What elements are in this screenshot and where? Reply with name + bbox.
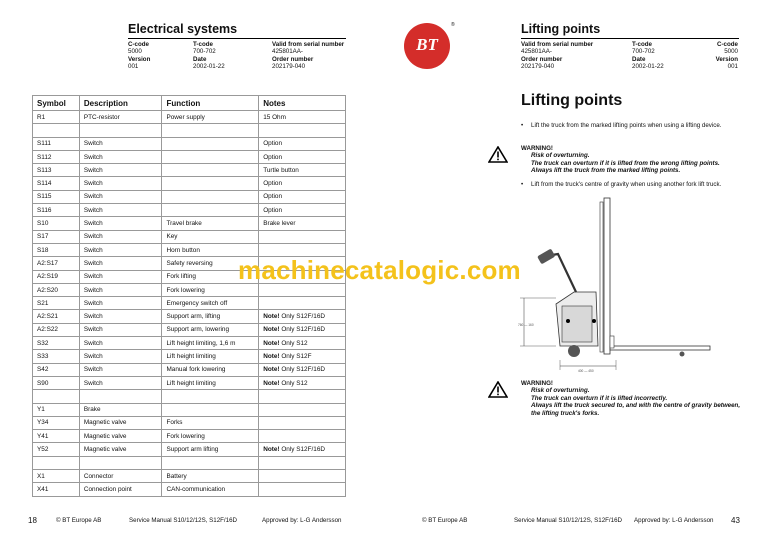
table-cell: Switch [79, 376, 162, 389]
table-cell [259, 483, 346, 496]
table-cell: Switch [79, 204, 162, 217]
table-cell [259, 124, 346, 137]
table-cell [259, 470, 346, 483]
table-cell: Switch [79, 283, 162, 296]
table-row [33, 443, 346, 456]
registered-mark: ® [451, 22, 455, 28]
table-cell [259, 297, 346, 310]
table-cell: S116 [33, 204, 80, 217]
table-cell: Note! Only S12F/16D [259, 323, 346, 336]
table-cell: Switch [79, 297, 162, 310]
warning-box-2: WARNING! Risk of overturning. The truck can overturn if it is lifted incorrectly. Always lift the truck secured to, and with the centre of gravity between, the lifting truck's forks. [521, 380, 741, 417]
table-cell: Option [259, 150, 346, 163]
right-page-number: 43 [731, 516, 740, 525]
bullet-centre-of-gravity: • Lift from the truck's centre of gravity when using another fork lift truck. [521, 181, 722, 188]
table-cell [259, 430, 346, 443]
right-footer-manual: Service Manual S10/12/12S, S12F/16D [514, 517, 623, 524]
table-cell: Y34 [33, 416, 80, 429]
table-cell: X41 [33, 483, 80, 496]
truck-lifting-figure [516, 196, 716, 376]
table-cell: Switch [79, 270, 162, 283]
table-cell: Note! Only S12 [259, 337, 346, 350]
table-cell: S115 [33, 190, 80, 203]
left-meta-tcode: T-code 700-702 Date 2002-01-22 [193, 41, 225, 71]
table-cell [33, 456, 80, 469]
header-function: Function [162, 96, 259, 111]
table-cell: Option [259, 177, 346, 190]
right-footer-approved: Approved by: L-G Andersson [634, 517, 714, 524]
table-cell [79, 456, 162, 469]
table-cell: Switch [79, 150, 162, 163]
warning-triangle-icon [488, 381, 508, 398]
table-row [33, 483, 346, 496]
figure-dimension-height: 760 — 160 [518, 323, 534, 327]
table-cell: Switch [79, 217, 162, 230]
header-symbol: Symbol [33, 96, 80, 111]
table-cell: Option [259, 190, 346, 203]
table-cell: 15 Ohm [259, 111, 346, 124]
left-footer-approved: Approved by: L-G Andersson [262, 517, 342, 524]
table-row [33, 217, 346, 230]
table-cell: Y1 [33, 403, 80, 416]
warning-triangle-icon [488, 146, 508, 163]
table-cell: Power supply [162, 111, 259, 124]
table-cell: Fork lifting [162, 270, 259, 283]
table-cell: Magnetic valve [79, 416, 162, 429]
table-cell: Fork lowering [162, 430, 259, 443]
table-cell: Magnetic valve [79, 443, 162, 456]
table-row [33, 164, 346, 177]
table-row [33, 337, 346, 350]
right-meta-tcode: T-code 700-702 Date 2002-01-22 [632, 41, 664, 71]
section-heading: Lifting points [521, 92, 623, 109]
table-cell: Y52 [33, 443, 80, 456]
table-cell: A2:S22 [33, 323, 80, 336]
table-cell [162, 390, 259, 403]
table-cell [162, 190, 259, 203]
left-meta-ccode: C-code 5000 Version 001 [128, 41, 151, 71]
table-cell: Support arm, lowering [162, 323, 259, 336]
table-cell [259, 230, 346, 243]
table-cell: R1 [33, 111, 80, 124]
table-row [33, 323, 346, 336]
watermark-text: machinecatalogic.com [238, 255, 521, 285]
table-cell: Option [259, 137, 346, 150]
bt-logo-text: BT [416, 35, 438, 54]
left-meta-serial: Valid from serial number 425801AA- Order number 202179-040 [272, 41, 345, 71]
table-cell: S113 [33, 164, 80, 177]
table-cell: Switch [79, 257, 162, 270]
table-cell: Brake [79, 403, 162, 416]
table-cell [162, 164, 259, 177]
table-cell: Switch [79, 310, 162, 323]
table-cell: Magnetic valve [79, 430, 162, 443]
table-row [33, 403, 346, 416]
table-cell: Safety reversing [162, 257, 259, 270]
table-row [33, 390, 346, 403]
table-cell [79, 124, 162, 137]
table-cell: Note! Only S12F/16D [259, 363, 346, 376]
table-cell: S17 [33, 230, 80, 243]
table-cell: CAN-communication [162, 483, 259, 496]
table-cell: S114 [33, 177, 80, 190]
table-row [33, 350, 346, 363]
right-meta-serial: Valid from serial number 425801AA- Order number 202179-040 [521, 41, 594, 71]
right-page-title: Lifting points [521, 22, 601, 36]
table-cell: Note! Only S12F/16D [259, 443, 346, 456]
table-cell: Switch [79, 177, 162, 190]
table-cell: Battery [162, 470, 259, 483]
table-cell [162, 137, 259, 150]
table-cell [259, 416, 346, 429]
figure-dimension-width: 400 — 450 [578, 369, 594, 373]
table-row [33, 137, 346, 150]
table-row [33, 310, 346, 323]
table-cell [162, 204, 259, 217]
table-row [33, 111, 346, 124]
table-row [33, 376, 346, 389]
table-cell: S21 [33, 297, 80, 310]
table-cell: Connection point [79, 483, 162, 496]
table-cell: Note! Only S12 [259, 376, 346, 389]
table-cell: Switch [79, 363, 162, 376]
header-notes: Notes [259, 96, 346, 111]
table-cell: Note! Only S12F/16D [259, 310, 346, 323]
table-row [33, 124, 346, 137]
table-cell: Y41 [33, 430, 80, 443]
table-cell: A2:S21 [33, 310, 80, 323]
table-cell: S33 [33, 350, 80, 363]
electrical-components-table [32, 95, 346, 497]
table-cell: Switch [79, 190, 162, 203]
table-cell: Switch [79, 137, 162, 150]
table-cell: Switch [79, 164, 162, 177]
warning-box-1: WARNING! Risk of overturning. The truck can overturn if it is lifted from the wrong lifting points. Always lift the truck from the marked lifting points. [521, 145, 720, 175]
table-cell: S18 [33, 243, 80, 256]
table-cell: Emergency switch off [162, 297, 259, 310]
table-cell [162, 177, 259, 190]
table-cell: S112 [33, 150, 80, 163]
header-description: Description [79, 96, 162, 111]
table-cell: S90 [33, 376, 80, 389]
table-cell: Support arm, lifting [162, 310, 259, 323]
table-cell [33, 124, 80, 137]
table-cell: S32 [33, 337, 80, 350]
table-row [33, 297, 346, 310]
table-cell: Switch [79, 243, 162, 256]
table-cell: Connector [79, 470, 162, 483]
left-page-number: 18 [28, 516, 37, 525]
table-cell: S42 [33, 363, 80, 376]
table-cell: Turtle button [259, 164, 346, 177]
table-cell: S10 [33, 217, 80, 230]
left-footer-manual: Service Manual S10/12/12S, S12F/16D [129, 517, 238, 524]
bullet-lifting-points: • Lift the truck from the marked lifting points when using a lifting device. [521, 122, 722, 129]
table-row [33, 204, 346, 217]
table-cell: Key [162, 230, 259, 243]
table-header-row [33, 96, 346, 111]
table-row [33, 190, 346, 203]
table-cell: Travel brake [162, 217, 259, 230]
table-cell: Manual fork lowering [162, 363, 259, 376]
right-title-rule [521, 38, 739, 39]
table-cell: X1 [33, 470, 80, 483]
table-cell [162, 124, 259, 137]
table-row [33, 150, 346, 163]
table-cell [259, 390, 346, 403]
table-cell: Switch [79, 323, 162, 336]
table-row [33, 230, 346, 243]
table-row [33, 456, 346, 469]
table-cell: Lift height limiting, 1,6 m [162, 337, 259, 350]
table-cell: Brake lever [259, 217, 346, 230]
table-cell [33, 390, 80, 403]
table-cell: Option [259, 204, 346, 217]
table-cell: PTC-resistor [79, 111, 162, 124]
table-cell: S111 [33, 137, 80, 150]
table-cell: Lift height limiting [162, 376, 259, 389]
table-cell: A2:S17 [33, 257, 80, 270]
table-cell: Switch [79, 230, 162, 243]
table-cell [259, 456, 346, 469]
table-cell: Fork lowering [162, 283, 259, 296]
table-cell [162, 403, 259, 416]
left-page-title: Electrical systems [128, 22, 238, 36]
table-row [33, 177, 346, 190]
table-cell: Support arm lifting [162, 443, 259, 456]
right-meta-ccode: C-code 5000 Version 001 [715, 41, 738, 71]
table-cell [162, 456, 259, 469]
table-cell: Lift height limiting [162, 350, 259, 363]
table-cell [79, 390, 162, 403]
table-cell: Forks [162, 416, 259, 429]
table-cell: A2:S20 [33, 283, 80, 296]
table-row [33, 470, 346, 483]
table-cell: Switch [79, 337, 162, 350]
table-cell [259, 403, 346, 416]
table-cell: Horn button [162, 243, 259, 256]
left-footer-company: © BT Europe AB [56, 517, 102, 524]
table-row [33, 430, 346, 443]
table-row [33, 363, 346, 376]
table-cell: Switch [79, 350, 162, 363]
right-footer-company: © BT Europe AB [422, 517, 468, 524]
table-cell: A2:S19 [33, 270, 80, 283]
table-cell: Note! Only S12F [259, 350, 346, 363]
table-row [33, 416, 346, 429]
table-cell [162, 150, 259, 163]
left-title-rule [128, 38, 346, 39]
